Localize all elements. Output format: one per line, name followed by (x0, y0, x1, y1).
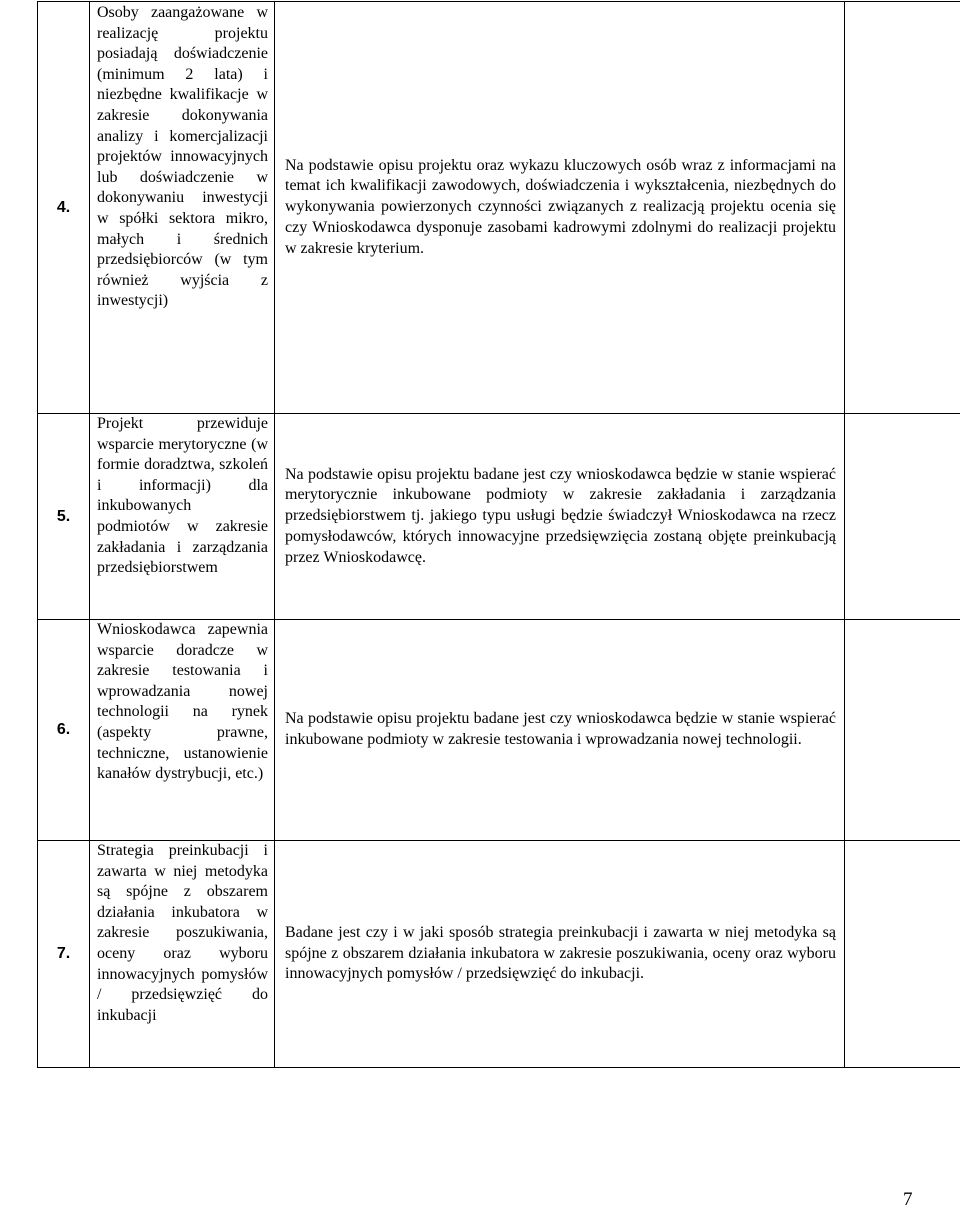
page-number: 7 (903, 1189, 913, 1210)
score-cell (845, 620, 960, 841)
row-number-cell (38, 414, 90, 620)
description-cell (275, 841, 845, 1068)
description-cell (275, 2, 845, 414)
row-number: 7. (56, 945, 71, 962)
description-text: Na podstawie opisu projektu oraz wykazu kluczowych osób wraz z informacjami na temat ich kwalifikacji zawodowych, doświadczenia i wykształcenia, niezbędnych do wykonywania powierzonych czynności związanych z realizacją projektu ocenia się czy Wnioskodawca dysponuje zasobami kadrowymi zdolnymi do realizacji projektu w zakresie kryterium. (285, 156, 836, 257)
row-number: 6. (56, 721, 71, 738)
table-row (38, 620, 960, 841)
row-number: 4. (56, 198, 71, 216)
score-cell (845, 841, 960, 1068)
table-row (38, 414, 960, 620)
criteria-table (37, 1, 960, 1068)
criterion-cell (90, 620, 275, 841)
description-text: Na podstawie opisu projektu badane jest czy wnioskodawca będzie w stanie wspierać merytorycznie inkubowane podmioty w zakresie zakładania i zarządzania przedsiębiorstwem tj. jakiego typu usługi będzie świadczył Wnioskodawca na rzecz pomysłodawców, których innowacyjne przedsięwzięcia zostaną objęte preinkubacją przez Wnioskodawcę. (285, 465, 836, 566)
row-number: 5. (56, 507, 71, 525)
row-number-cell (38, 620, 90, 841)
criterion-text: Osoby zaangażowane w realizację projektu posiadają doświadczenie (minimum 2 lata) i niezbędne kwalifikacje w zakresie dokonywania analizy i komercjalizacji projektów innowacyjnych lub doświadczenie w dokonywaniu inwestycji w spółki sektora mikro, małych i średnich przedsiębiorców (w tym również wyjścia z inwestycji) (97, 4, 268, 310)
description-cell (275, 620, 845, 841)
table-row (38, 841, 960, 1068)
table-row (38, 2, 960, 414)
criterion-cell (90, 2, 275, 414)
score-cell (845, 414, 960, 620)
criterion-cell (90, 414, 275, 620)
criterion-text: Projekt przewiduje wsparcie merytoryczne (w formie doradztwa, szkoleń i informacji) dla inkubowanych podmiotów w zakresie zakładania i zarządzania przedsiębiorstwem (97, 415, 268, 577)
description-cell (275, 414, 845, 620)
description-text: Badane jest czy i w jaki sposób strategia preinkubacji i zawarta w niej metodyka są spójne z obszarem działania inkubatora w zakresie poszukiwania, oceny oraz wyboru innowacyjnych pomysłów / przedsięwzięć do inkubacji. (285, 923, 836, 983)
criterion-text: Strategia preinkubacji i zawarta w niej metodyka są spójne z obszarem działania inkubatora w zakresie poszukiwania, oceny oraz wyboru innowacyjnych pomysłów / przedsięwzięć do inkubacji (97, 842, 268, 1024)
score-cell (845, 2, 960, 414)
criterion-cell (90, 841, 275, 1068)
row-number-cell (38, 841, 90, 1068)
row-number-cell (38, 2, 90, 414)
description-text: Na podstawie opisu projektu badane jest czy wnioskodawca będzie w stanie wspierać inkubowane podmioty w zakresie testowania i wprowadzania nowej technologii. (285, 710, 836, 748)
criterion-text: Wnioskodawca zapewnia wsparcie doradcze w zakresie testowania i wprowadzania nowej technologii na rynek (aspekty prawne, techniczne, ustanowienie kanałów dystrybucji, etc.) (97, 621, 268, 783)
